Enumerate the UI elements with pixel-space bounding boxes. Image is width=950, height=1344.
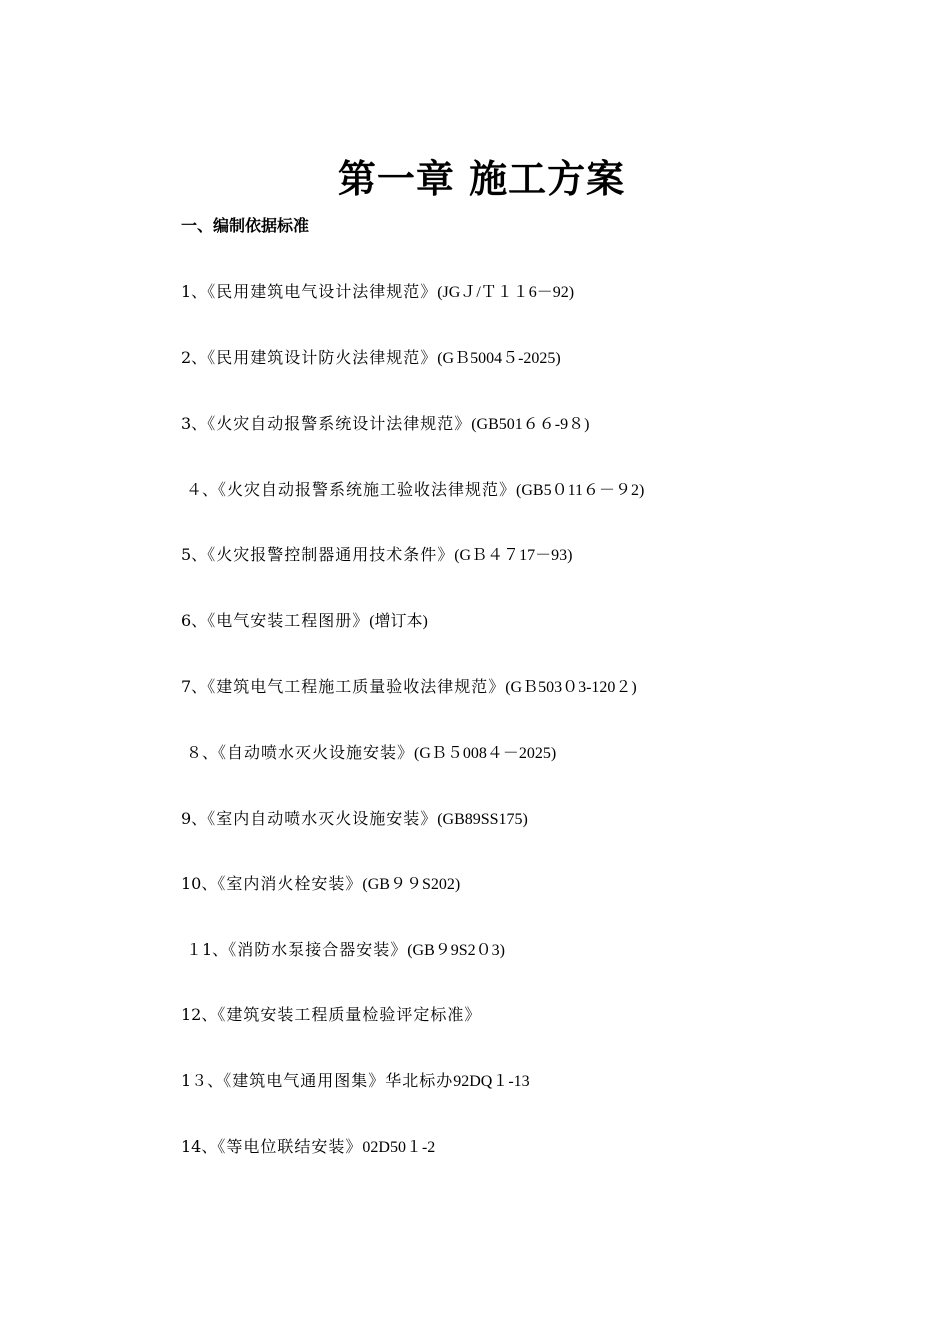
reference-code: (GＢ４７17－93) xyxy=(454,547,573,564)
reference-code: (GB5０11６－９2) xyxy=(516,482,645,499)
reference-title: 《电气安装工程图册》 xyxy=(207,611,370,630)
reference-number: 14、 xyxy=(181,1137,218,1156)
reference-item-7 xyxy=(181,674,637,700)
reference-title: 《民用建筑电气设计法律规范》 xyxy=(207,282,438,301)
reference-title: 《火灾报警控制器通用技术条件》 xyxy=(207,545,455,564)
reference-item-9 xyxy=(181,806,528,832)
reference-number: 1、 xyxy=(181,282,208,301)
reference-number: 5、 xyxy=(181,545,208,564)
reference-title: 《建筑安装工程质量检验评定标准》 xyxy=(217,1005,482,1024)
reference-title: 《民用建筑设计防火法律规范》 xyxy=(207,348,438,367)
reference-title: 《等电位联结安装》 xyxy=(217,1137,363,1156)
reference-number: ８、 xyxy=(186,743,219,762)
reference-code: 92DQ１-13 xyxy=(453,1073,530,1090)
reference-code: (GB９9S2０3) xyxy=(407,942,505,959)
reference-code: (GB89SS175) xyxy=(437,811,528,828)
reference-item-2 xyxy=(181,345,561,371)
reference-code: (GＢ５008４－2025) xyxy=(414,745,557,762)
reference-title: 《火灾自动报警系统施工验收法律规范》 xyxy=(218,480,517,499)
reference-item-14 xyxy=(181,1134,435,1160)
reference-item-5 xyxy=(181,542,572,568)
reference-item-3 xyxy=(181,411,589,437)
reference-number: 6、 xyxy=(181,611,208,630)
reference-title: 《室内消火栓安装》 xyxy=(217,874,363,893)
reference-code: (GＢ503０3-120２) xyxy=(505,679,637,696)
reference-code: (JGＪ/Ｔ１１6－92) xyxy=(437,284,575,301)
reference-code: (GＢ5004５-2025) xyxy=(437,350,561,367)
reference-number: 10、 xyxy=(181,874,218,893)
reference-item-11 xyxy=(186,937,505,963)
section-heading: 一、编制依据标准 xyxy=(181,216,310,235)
reference-code: (增订本) xyxy=(369,613,428,630)
reference-item-6 xyxy=(181,608,428,634)
reference-title: 《火灾自动报警系统设计法律规范》 xyxy=(207,414,472,433)
reference-title: 《室内自动喷水灭火设施安装》 xyxy=(207,809,438,828)
reference-number: １1、 xyxy=(186,940,229,959)
reference-title: 《消防水泵接合器安装》 xyxy=(228,940,408,959)
reference-title: 《建筑电气通用图集》华北标办 xyxy=(223,1071,454,1090)
reference-item-12 xyxy=(181,1002,481,1028)
reference-item-13 xyxy=(181,1068,530,1094)
reference-code: (GB９９S202) xyxy=(362,876,461,893)
reference-item-1 xyxy=(181,279,574,305)
reference-title: 《自动喷水灭火设施安装》 xyxy=(218,743,415,762)
reference-code: (GB501６６-9８) xyxy=(471,416,590,433)
reference-item-8 xyxy=(186,740,556,766)
reference-title: 《建筑电气工程施工质量验收法律规范》 xyxy=(207,677,506,696)
reference-number: 1３、 xyxy=(181,1071,224,1090)
reference-number: 7、 xyxy=(181,677,208,696)
reference-item-10 xyxy=(181,871,460,897)
reference-number: 12、 xyxy=(181,1005,218,1024)
reference-number: 9、 xyxy=(181,809,208,828)
reference-number: ４、 xyxy=(186,480,219,499)
reference-code: 02D50１-2 xyxy=(362,1139,436,1156)
chapter-title: 第一章 施工方案 xyxy=(337,156,626,202)
reference-item-4 xyxy=(186,477,644,503)
reference-number: 3、 xyxy=(181,414,208,433)
reference-number: 2、 xyxy=(181,348,208,367)
